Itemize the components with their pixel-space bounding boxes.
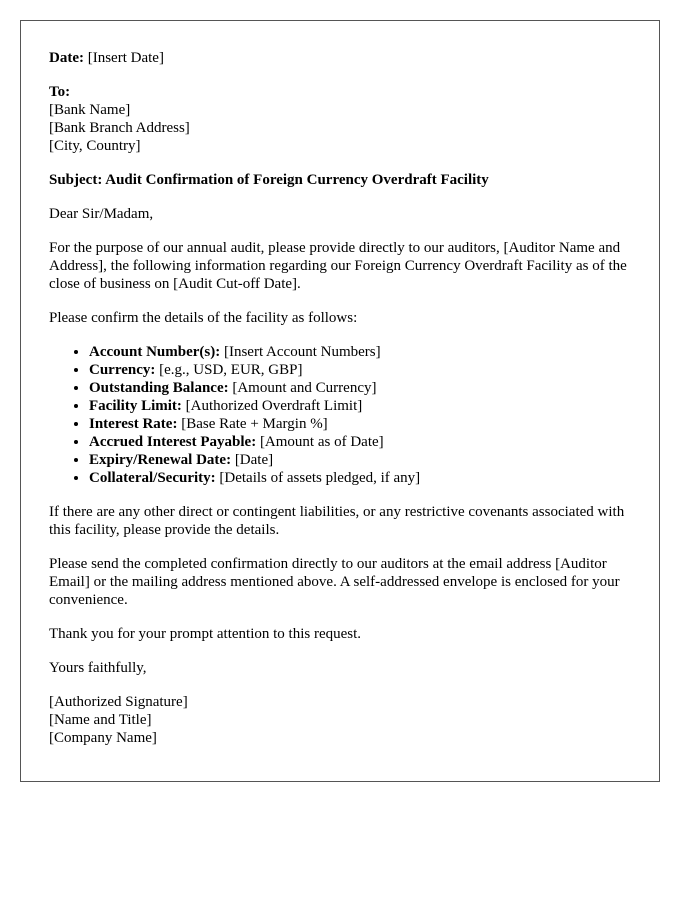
- detail-value: [Date]: [234, 452, 274, 468]
- detail-expiry-renewal-date: [89, 451, 631, 469]
- recipient-bank-name: [Bank Name]: [49, 102, 131, 118]
- facility-details-list: [49, 343, 631, 487]
- subject-text: Subject: Audit Confirmation of Foreign Currency Overdraft Facility: [49, 172, 489, 188]
- detail-value: [Amount as of Date]: [259, 434, 384, 450]
- detail-label: Expiry/Renewal Date:: [89, 452, 232, 468]
- detail-label: Account Number(s):: [89, 344, 221, 360]
- detail-currency: [89, 361, 631, 379]
- detail-label: Outstanding Balance:: [89, 380, 229, 396]
- liabilities-paragraph: If there are any other direct or contingent liabilities, or any restrictive covenants associated with this facility, please provide the details.: [49, 504, 625, 538]
- date-label: Date:: [49, 50, 84, 66]
- detail-collateral-security: [89, 469, 631, 487]
- signatory-name-title: [Name and Title]: [49, 712, 152, 728]
- confirm-paragraph: Please confirm the details of the facility as follows:: [49, 310, 358, 326]
- recipient-block: [49, 83, 631, 155]
- letter-document: [20, 20, 660, 782]
- send-paragraph: Please send the completed confirmation directly to our auditors at the email address [Auditor Email] or the mailing address mentioned above. A self-addressed envelope is enclosed for your convenience.: [49, 556, 620, 608]
- recipient-label: To:: [49, 84, 71, 100]
- detail-label: Collateral/Security:: [89, 470, 216, 486]
- detail-value: [Authorized Overdraft Limit]: [185, 398, 363, 414]
- thanks-paragraph: Thank you for your prompt attention to this request.: [49, 626, 362, 642]
- detail-label: Facility Limit:: [89, 398, 182, 414]
- salutation: Dear Sir/Madam,: [49, 206, 154, 222]
- date-value: [Insert Date]: [87, 50, 164, 66]
- detail-value: [Insert Account Numbers]: [223, 344, 381, 360]
- signature-line: [Authorized Signature]: [49, 694, 188, 710]
- closing: Yours faithfully,: [49, 660, 147, 676]
- detail-interest-rate: [89, 415, 631, 433]
- detail-accrued-interest: [89, 433, 631, 451]
- detail-value: [Base Rate + Margin %]: [181, 416, 328, 432]
- detail-account-numbers: [89, 343, 631, 361]
- detail-value: [Amount and Currency]: [232, 380, 377, 396]
- recipient-branch-address: [Bank Branch Address]: [49, 120, 190, 136]
- recipient-city-country: [City, Country]: [49, 138, 141, 154]
- detail-value: [Details of assets pledged, if any]: [219, 470, 421, 486]
- signature-block: [49, 693, 631, 747]
- intro-paragraph: For the purpose of our annual audit, please provide directly to our auditors, [Auditor Name and Address], the following information regarding our Foreign Currency Overdraft Facility as of the close of business on [Audit Cut-off Date].: [49, 240, 627, 292]
- detail-value: [e.g., USD, EUR, GBP]: [159, 362, 303, 378]
- detail-label: Interest Rate:: [89, 416, 178, 432]
- detail-outstanding-balance: [89, 379, 631, 397]
- detail-facility-limit: [89, 397, 631, 415]
- subject-line: [49, 171, 631, 189]
- detail-label: Accrued Interest Payable:: [89, 434, 257, 450]
- date-line: [49, 49, 631, 67]
- detail-label: Currency:: [89, 362, 156, 378]
- company-name: [Company Name]: [49, 730, 157, 746]
